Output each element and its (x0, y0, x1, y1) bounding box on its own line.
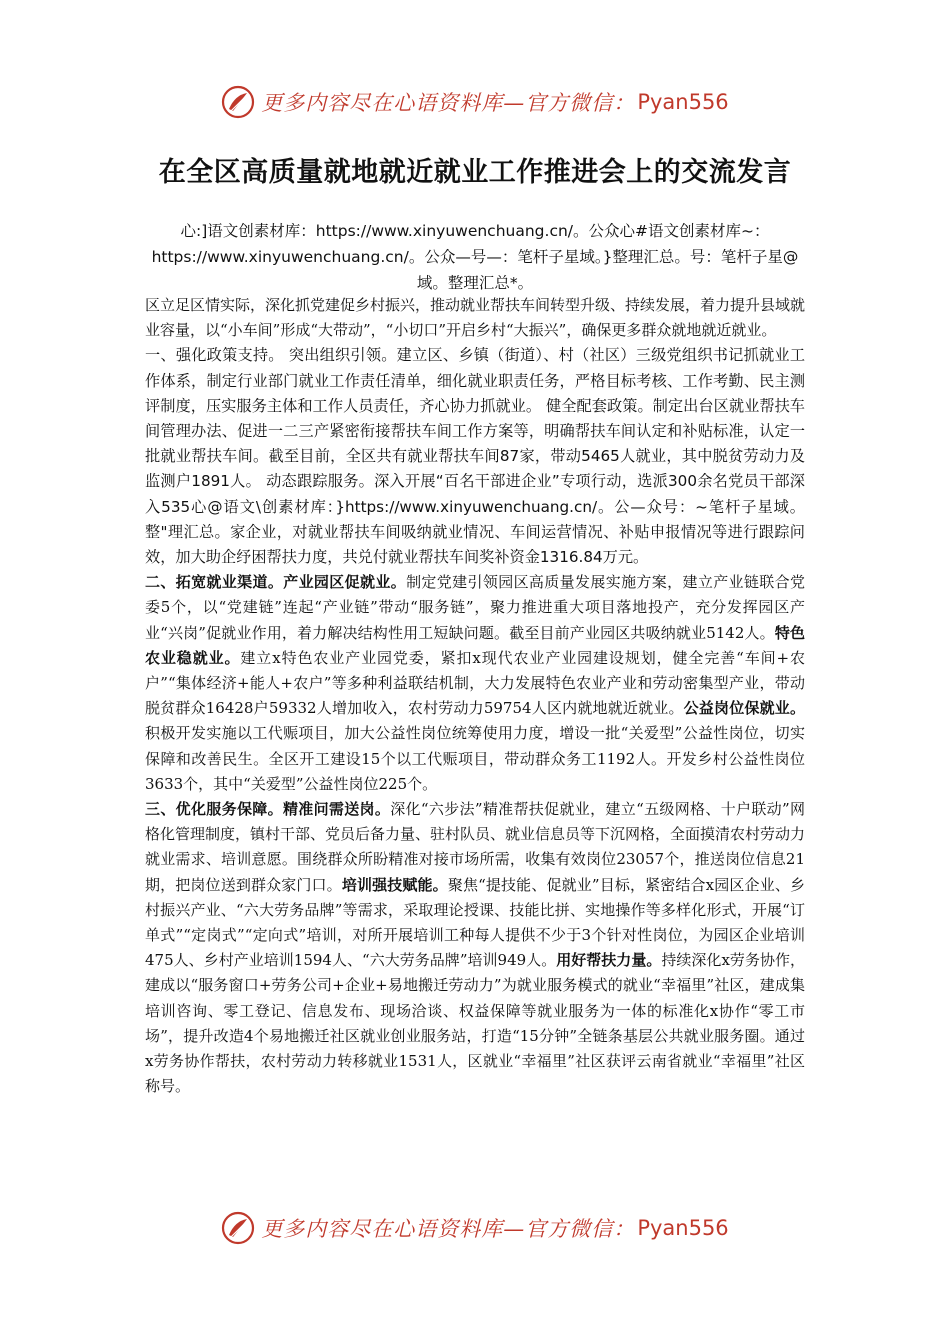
section-1-heading: 一、强化政策支持。 (145, 346, 284, 365)
document-body (145, 293, 805, 1100)
section-3-sub2-heading: 培训强技赋能。 (341, 875, 448, 894)
section-2-paragraph (145, 570, 805, 797)
section-2-sub3-heading: 公益岗位保就业。 (683, 699, 805, 718)
banner-text: 更多内容尽在心语资料库—官方微信： (261, 91, 636, 115)
section-3-sub3-body: 持续深化x劳务协作，建成以“服务窗口+劳务公司+企业+易地搬迁劳动力”为就业服务模式的就业“幸福里”社区，建成集培训咨询、零工登记、信息发布、现场洽谈、权益保障等就业服务为一体的标准化x协作“零工市场”，提升改造4个易地搬迁社区就业创业服务站，打造“15分钟”全链条基层公共就业服务圈。通过x劳务协作帮扶，农村劳动力转移就业1531人，区就业“幸福里”社区获评云南省就业“幸福里”社区称号。 (145, 951, 805, 1096)
section-2-sub2-body: 建立x特色农业产业园党委，紧扣x现代农业产业园建设规划，健全完善“车间+农户”“集体经济+能人+农户”等多种利益联结机制，大力发展特色农业产业和劳动密集型产业，带动脱贫群众16428户59332人增加收入，农村劳动力59754人区内就地就近就业。 (145, 648, 805, 718)
section-2-sub1-body: 制定党建引领园区高质量发展实施方案，建立产业链联合党委5个，以“党建链”连起“产业链”带动“服务链”，聚力推进重大项目落地投产，充分发挥园区产业“兴岗”促就业作用，着力解决结构性用工短缺问题。截至目前产业园区共吸纳就业5142人。 (145, 573, 805, 642)
section-1-body: 突出组织引领。建立区、乡镇（街道）、村（社区）三级党组织书记抓就业工作体系，制定行业部门就业工作责任清单，细化就业职责任务，严格目标考核、工作考勤、民主测评制度，压实服务主体和工作人员责任，齐心协力抓就业。 健全配套政策。制定出台区就业帮扶车间管理办法、促进一二三产紧密衔接帮扶车间工作方案等，明确帮扶车间认定和补贴标准，认定一批就业帮扶车间。截至目前，全区共有就业帮扶车间87家，带动5465人就业，其中脱贫劳动力及监测户1891人。 动态跟踪服务。深入开展“百名干部进企业”专项行动，选派300余名党员干部深入535心@语文\创素材库：}https://www.xinyuwenchuang.cn/。公—众号：~笔杆子星域。整"理汇总。家企业，对就业帮扶车间吸纳就业情况、车间运营情况、补贴申报情况等进行跟踪问效，加大助企纾困帮扶力度，共兑付就业帮扶车间奖补资金1316.84万元。 (145, 346, 806, 567)
section-1-paragraph (145, 343, 805, 570)
document-title: 在全区高质量就地就近就业工作推进会上的交流发言 (158, 157, 792, 188)
section-3-sub1-heading: 精准问需送岗。 (282, 800, 391, 819)
brand-logo-icon (221, 1211, 255, 1245)
banner-wechat-id: Pyan556 (637, 1216, 729, 1240)
document-subtitle: 心:]语文创素材库：https://www.xinyuwenchuang.cn/。公众心#语文创素材库~：https://www.xinyuwenchuang.cn/。公众—号—：笔杆子星域。}整理汇总。号：笔杆子星@域。整理汇总*。 (151, 222, 799, 292)
section-2-sub2-heading: 特色农业稳就业。 (145, 623, 805, 667)
section-3-sub3-heading: 用好帮扶力量。 (556, 951, 662, 970)
section-2-sub1-heading: 产业园区促就业。 (283, 573, 407, 592)
banner-wechat-id: Pyan556 (637, 90, 729, 114)
section-3-paragraph (145, 797, 805, 1099)
section-3-sub2-body: 聚焦“提技能、促就业”目标，紧密结合x园区企业、乡村振兴产业、“六大劳务品牌”等需求，采取理论授课、技能比拼、实地操作等多样化形式，开展“订单式”“定岗式”“定向式”培训，对所开展培训工种每人提供不少于3个针对性岗位，为园区企业培训475人、乡村产业培训1594人、“六大劳务品牌”培训949人。 (145, 875, 805, 970)
section-2-sub3-body: 积极开发实施以工代赈项目，加大公益性岗位统筹使用力度，增设一批“关爱型”公益性岗位，切实保障和改善民生。全区开工建设15个以工代赈项目，带动群众务工1192人。开发乡村公益性岗位3633个，其中“关爱型”公益性岗位225个。 (145, 724, 805, 793)
bottom-banner (0, 1208, 950, 1248)
banner-text: 更多内容尽在心语资料库—官方微信： (261, 1217, 636, 1241)
brand-logo-icon (221, 85, 255, 119)
section-2-heading: 二、拓宽就业渠道。 (145, 573, 284, 592)
intro-paragraph: 区立足区情实际，深化抓党建促乡村振兴，推动就业帮扶车间转型升级、持续发展，着力提升县域就业容量，以“小车间”形成“大带动”，“小切口”开启乡村“大振兴”，确保更多群众就地就近就业。 (145, 296, 806, 340)
top-banner (0, 82, 950, 122)
section-3-sub1-body: 深化“六步法”精准帮扶促就业，建立“五级网格、十户联动”网格化管理制度，镇村干部、党员后备力量、驻村队员、就业信息员等下沉网格，全面摸清农村劳动力就业需求、培训意愿。围绕群众所盼精准对接市场所需，收集有效岗位23057个，推送岗位信息21期，把岗位送到群众家门口。 (145, 800, 806, 894)
section-3-heading: 三、优化服务保障。 (145, 800, 283, 819)
